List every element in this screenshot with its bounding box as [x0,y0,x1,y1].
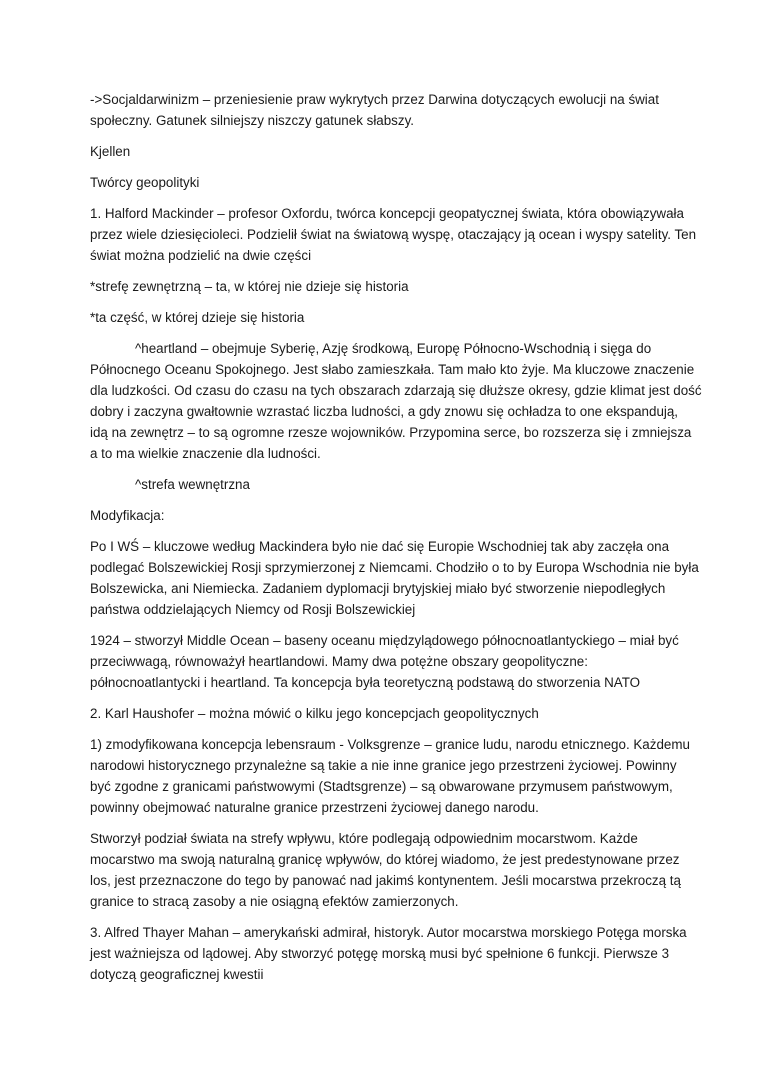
text-line: 3. Alfred Thayer Mahan – amerykański admirał, historyk. Autor mocarstwa morskiego Potęga morska [90,925,687,940]
text-line: podlegać Bolszewickiej Rosji sprzymierzonej z Niemcami. Chodziło o to by Europa Wschodnia nie była [90,560,699,575]
text-line: Północnego Oceanu Spokojnego. Jest słabo zamieszkała. Tam mało kto żyje. Ma kluczowe znaczenie [90,362,695,377]
text-line: społeczny. Gatunek silniejszy niszczy gatunek słabszy. [90,113,414,128]
paragraph-lebensraum [90,734,690,818]
paragraph-strefy-wplywu [90,828,680,912]
text-line: Twórcy geopolityki [90,175,200,190]
text-line: przez wiele dziesięcioleci. Podzielił świat na światową wyspę, otaczający ją ocean i wyspy satelity. Ten [90,227,697,242]
text-line: a to ma wielkie znaczenie dla ludności. [90,446,321,461]
text-line: powinny obejmować naturalne granice przestrzeni życiowej danego narodu. [90,800,539,815]
text-line: Po I WŚ – kluczowe według Mackindera było nie dać się Europie Wschodniej tak aby zaczęła ona [90,539,670,554]
text-line: Bolszewicka, ani Niemiecka. Zadaniem dyplomacji brytyjskiej miało być stworzenie niepodległych [90,581,666,596]
paragraph-socjaldarwinizm [90,89,680,131]
text-line: być zgodne z granicami państwowymi (Stadtsgrenze) – są obwarowane przymusem państwowym, [90,779,673,794]
paragraph-czesc-historii [90,307,680,328]
paragraph-haushofer [90,703,680,724]
text-line: 1) zmodyfikowana koncepcja lebensraum - Volksgrenze – granice ludu, narodu etnicznego. Każdemu [90,737,690,752]
text-line: Modyfikacja: [90,508,165,523]
text-line: przeciwwagą, równoważył heartlandowi. Mamy dwa potężne obszary geopolityczne: [90,654,588,669]
text-line: północnoatlantycki i heartland. Ta koncepcja była teoretyczną podstawą do stworzenia NATO [90,675,641,690]
paragraph-mackinder [90,203,697,266]
text-line: granice to stracą zasoby a nie osiągną efektów zamierzonych. [90,894,459,909]
paragraph-strefa-zewnetrzna [90,276,680,297]
paragraph-strefa-wewnetrzna [90,474,680,495]
paragraph-tworcy-geopolityki [90,172,680,193]
text-line: Kjellen [90,144,131,159]
text-line: ->Socjaldarwinizm – przeniesienie praw wykrytych przez Darwina dotyczących ewolucji na świat [90,92,659,107]
document-body [90,89,702,995]
text-line: 1924 – stworzył Middle Ocean – baseny oceanu międzylądowego północnoatlantyckiego – miał być [90,633,679,648]
text-line: *ta część, w której dzieje się historia [90,310,305,325]
text-line: państwa oddzielających Niemcy od Rosji Bolszewickiej [90,602,416,617]
text-line: mocarstwo ma swoją naturalną granicę wpływów, do której wiadomo, że jest predestynowane przez [90,852,680,867]
text-line: dotyczą geograficznej kwestii [90,967,264,982]
text-line: narodowi historycznego przynależne są takie a nie inne granice jego przestrzeni życiowej. Powinny [90,758,677,773]
paragraph-heartland [90,338,702,464]
text-line: świat można podzielić na dwie części [90,248,312,263]
text-line: ^strefa wewnętrzna [135,477,250,492]
text-line: Stworzył podział świata na strefy wpływu, które podlegają odpowiednim mocarstwom. Każde [90,831,638,846]
paragraph-mahan [90,922,687,985]
text-line: ^heartland – obejmuje Syberię, Azję środkową, Europę Północno-Wschodnią i sięga do [135,341,652,356]
text-line: 2. Karl Haushofer – można mówić o kilku jego koncepcjach geopolitycznych [90,706,539,721]
paragraph-middle-ocean [90,630,680,693]
paragraph-po-i-ws [90,536,699,620]
text-line: 1. Halford Mackinder – profesor Oxfordu, twórca koncepcji geopatycznej świata, która obowiązywała [90,206,684,221]
text-line: los, jest przeznaczone do tego by panować nad jakimś kontynentem. Jeśli mocarstwa przekroczą tą [90,873,681,888]
text-line: idą na zewnętrz – to są ogromne rzesze wojowników. Przypomina serce, bo rozszerza się i zmniejsza [90,425,692,440]
text-line: dobry i zaczyna gwałtownie wzrastać liczba ludności, a gdy znowu się ochładza to one ekspandują, [90,404,679,419]
paragraph-kjellen [90,141,680,162]
paragraph-modyfikacja [90,505,680,526]
text-line: dla ludzkości. Od czasu do czasu na tych obszarach zdarzają się dłuższe okresy, gdzie klimat jest dość [90,383,702,398]
text-line: *strefę zewnętrzną – ta, w której nie dzieje się historia [90,279,409,294]
text-line: jest ważniejsza od lądowej. Aby stworzyć potęgę morską musi być spełnione 6 funkcji. Pierwsze 3 [90,946,670,961]
